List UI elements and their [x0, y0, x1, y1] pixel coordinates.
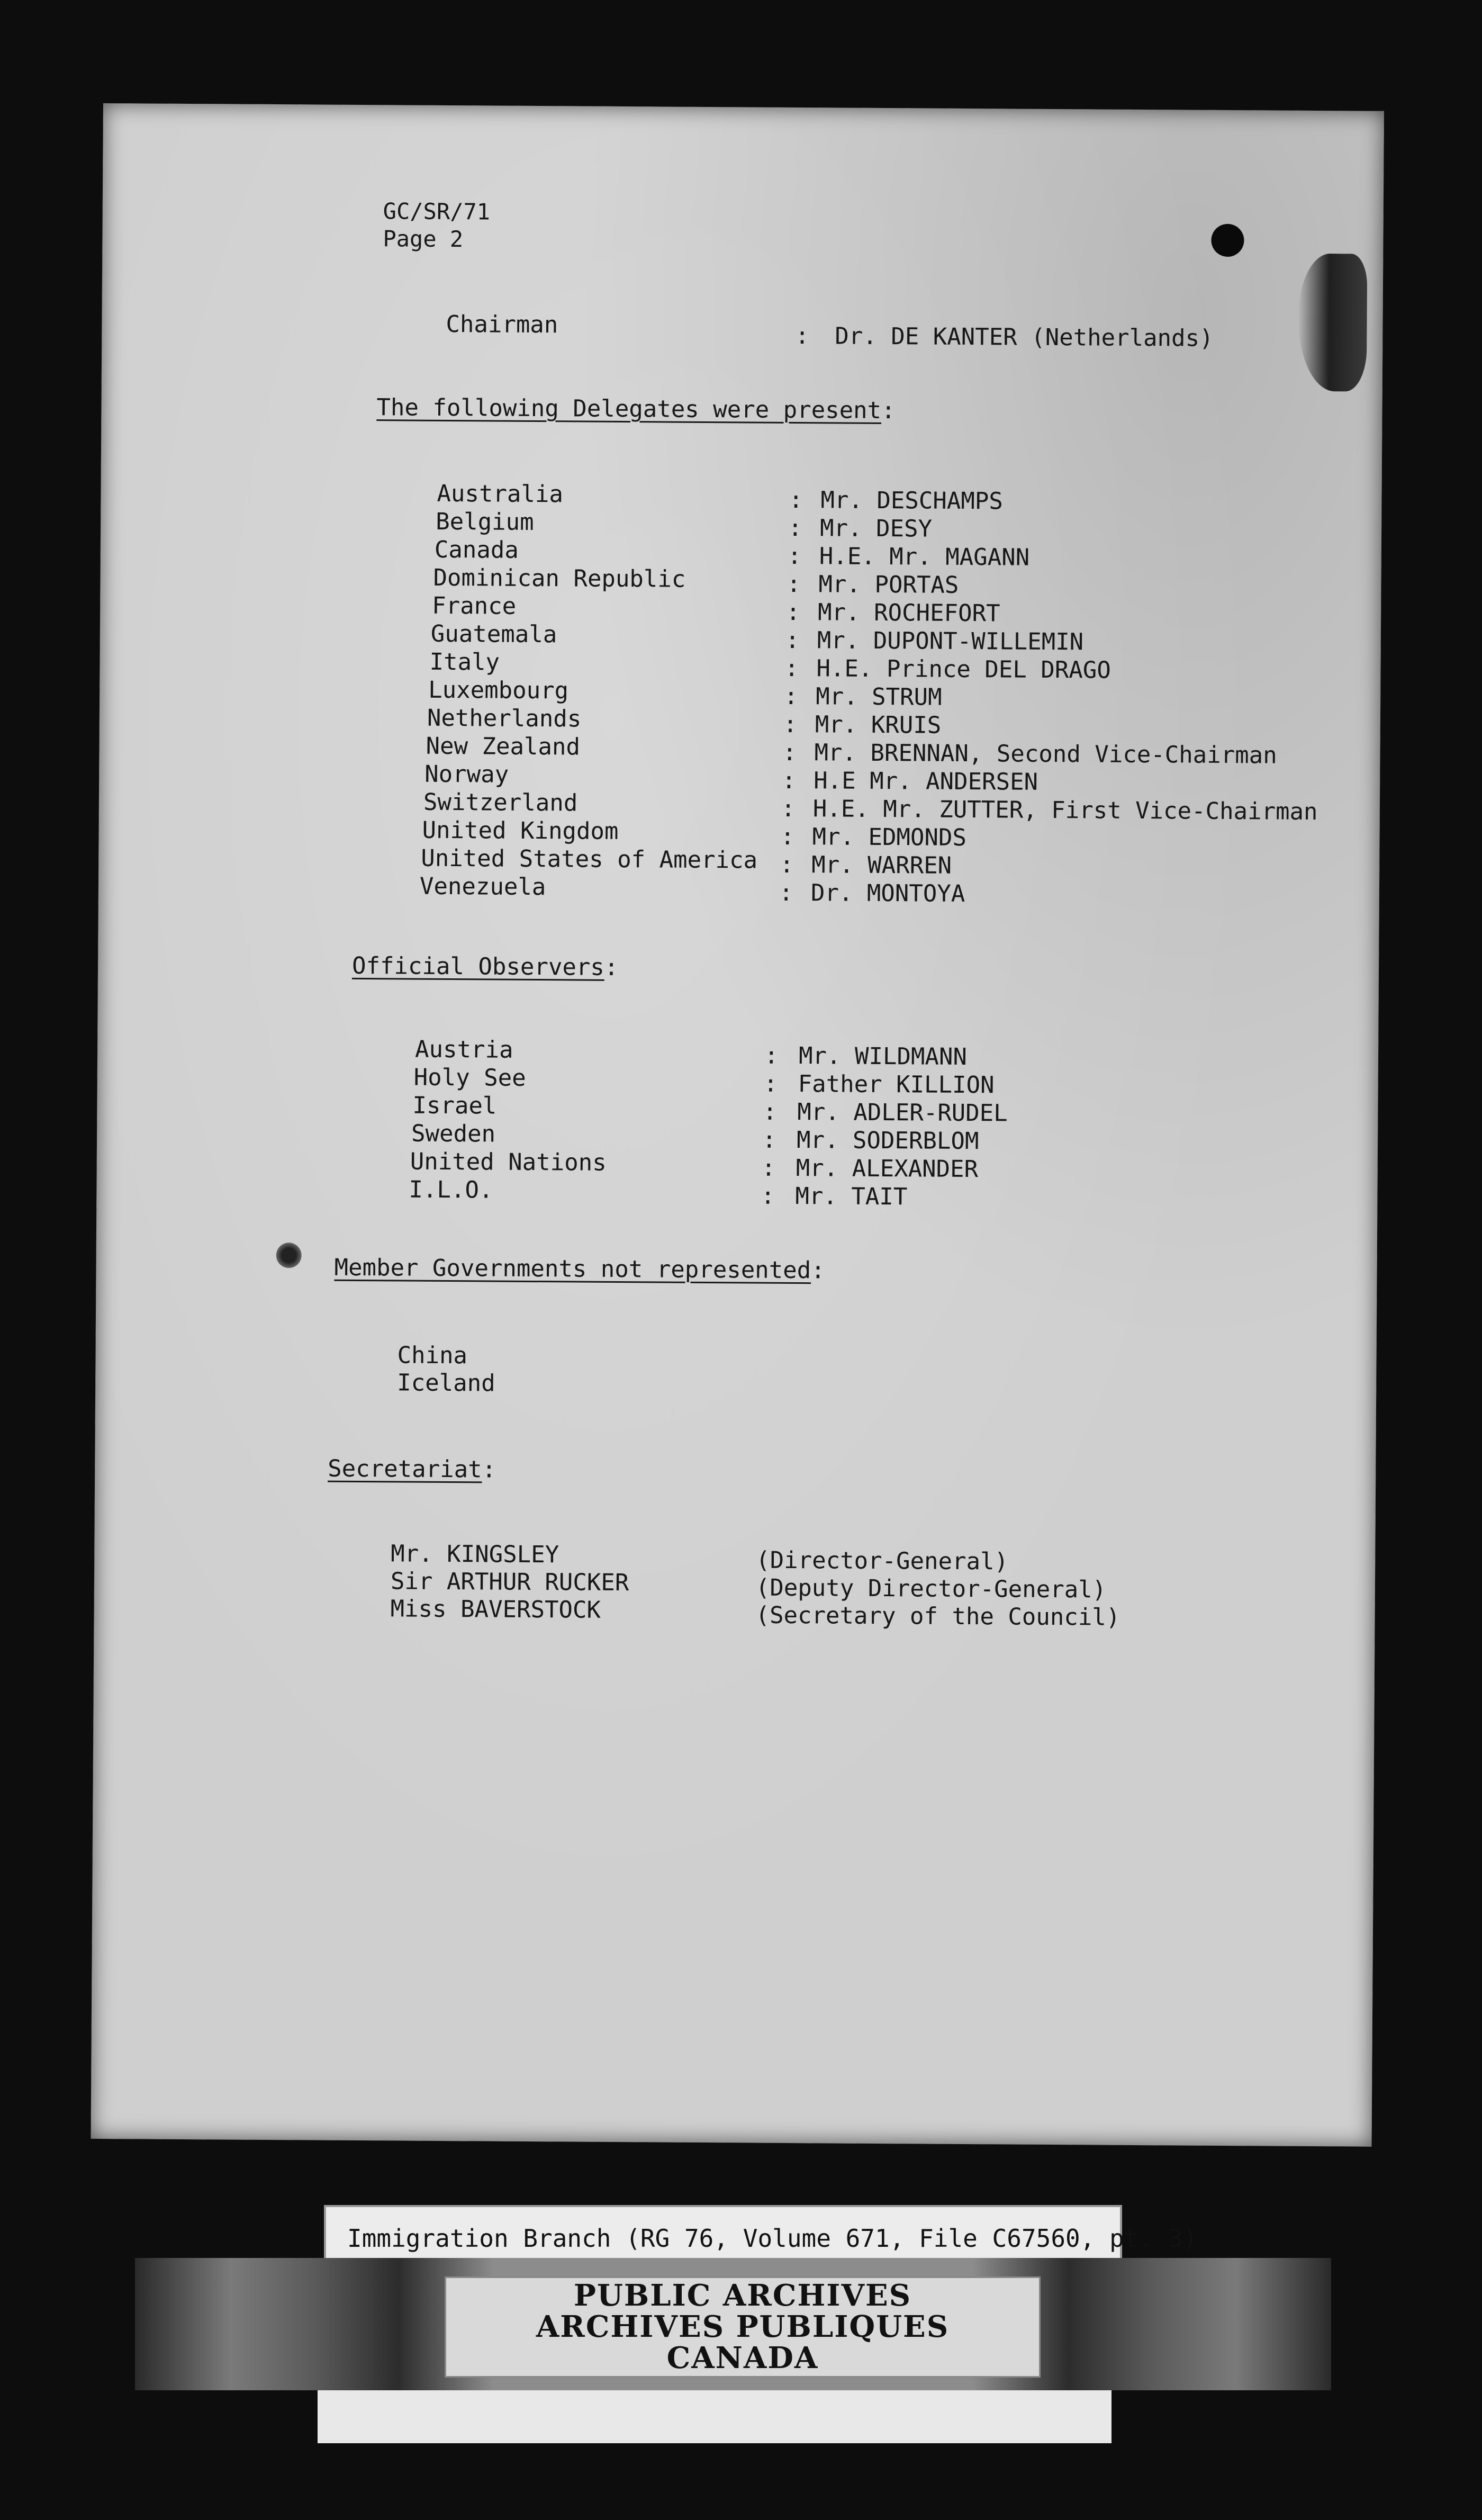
delegate-country: France	[432, 592, 517, 620]
delegate-country: Netherlands	[427, 704, 582, 733]
stamp-line: CANADA	[666, 2340, 819, 2375]
archive-stamp	[445, 2276, 1041, 2378]
delegate-name: Mr. EDMONDS	[812, 823, 967, 851]
delegate-separator: :	[785, 626, 800, 654]
delegate-name: Dr. MONTOYA	[810, 879, 965, 907]
delegate-country: Italy	[429, 648, 500, 676]
observer-country: Holy See	[413, 1064, 526, 1092]
torn-edge	[1298, 254, 1368, 392]
delegate-country: Belgium	[436, 508, 534, 536]
delegate-separator: :	[782, 739, 797, 767]
delegate-country: Norway	[424, 760, 509, 788]
delegate-separator: :	[787, 570, 801, 598]
delegate-separator: :	[787, 542, 802, 570]
delegate-name: Mr. STRUM	[816, 683, 942, 711]
delegate-separator: :	[789, 486, 803, 514]
delegate-country: Luxembourg	[428, 676, 569, 705]
observer-name: Mr. ADLER-RUDEL	[797, 1099, 1008, 1127]
observer-separator: :	[762, 1126, 776, 1154]
stamp-line: PUBLIC ARCHIVES	[573, 2278, 912, 2314]
archive-label-text: Immigration Branch (RG 76, Volume 671, File C67560, pt. 3)	[347, 2224, 1198, 2253]
observer-separator: :	[761, 1154, 776, 1182]
delegate-name: Mr. DESY	[819, 515, 933, 543]
delegate-separator: :	[779, 879, 793, 906]
document-ref: GC/SR/71	[383, 198, 491, 225]
observers-heading: Official Observers:	[351, 952, 619, 981]
secretariat-name: (Secretary of the Council)	[755, 1601, 1120, 1631]
delegate-name: Mr. BRENNAN, Second Vice-Chairman	[814, 739, 1277, 769]
secretariat-name: (Deputy Director-General)	[755, 1574, 1107, 1604]
bottom-label-strip	[318, 2390, 1112, 2443]
delegate-name: Mr. ROCHEFORT	[817, 599, 1000, 627]
observer-separator: :	[761, 1182, 775, 1210]
delegate-country: Venezuela	[419, 872, 546, 901]
ink-blot	[276, 1243, 302, 1268]
delegate-name: H.E Mr. ANDERSEN	[814, 767, 1038, 796]
observer-country: I.L.O.	[409, 1176, 493, 1204]
secretariat-country: Miss BAVERSTOCK	[390, 1595, 601, 1624]
observer-separator: :	[764, 1042, 779, 1069]
delegate-name: H.E. Prince DEL DRAGO	[816, 655, 1111, 684]
delegate-country: United Kingdom	[422, 816, 619, 845]
observer-name: Father KILLION	[798, 1070, 995, 1099]
secretariat-country: Mr. KINGSLEY	[391, 1540, 559, 1569]
not-represented-item: Iceland	[397, 1369, 495, 1397]
observer-name: Mr. TAIT	[795, 1183, 908, 1211]
delegate-name: Mr. DESCHAMPS	[820, 487, 1003, 515]
document-page	[91, 103, 1384, 2147]
delegate-separator: :	[788, 514, 802, 542]
observer-separator: :	[763, 1070, 778, 1097]
delegate-country: Canada	[434, 536, 519, 564]
delegate-country: United States of America	[421, 844, 758, 874]
stamp-line: ARCHIVES PUBLIQUES	[536, 2309, 950, 2345]
chairman-separator: :	[795, 322, 809, 350]
chairman-name: Dr. DE KANTER (Netherlands)	[835, 322, 1214, 352]
delegate-separator: :	[783, 710, 798, 739]
delegate-country: Guatemala	[430, 620, 557, 649]
observer-country: Austria	[414, 1036, 513, 1064]
delegate-separator: :	[784, 654, 799, 682]
observer-country: United Nations	[410, 1148, 607, 1176]
observer-country: Sweden	[411, 1120, 496, 1148]
delegate-country: Switzerland	[423, 788, 578, 817]
delegate-separator: :	[781, 795, 796, 823]
delegate-separator: :	[785, 598, 800, 626]
not-represented-heading: Member Governments not represented:	[334, 1254, 825, 1284]
delegate-country: Dominican Republic	[433, 564, 686, 593]
delegate-country: New Zealand	[426, 732, 581, 761]
observer-name: Mr. WILDMANN	[798, 1042, 968, 1071]
delegate-name: H.E. Mr. ZUTTER, First Vice-Chairman	[812, 795, 1318, 826]
page-number: Page 2	[383, 226, 464, 253]
delegate-separator: :	[780, 851, 794, 878]
observer-name: Mr. SODERBLOM	[796, 1127, 979, 1155]
delegates-heading: The following Delegates were present:	[376, 394, 896, 425]
chairman-label: Chairman	[446, 310, 558, 339]
observer-name: Mr. ALEXANDER	[796, 1155, 979, 1183]
not-represented-item: China	[397, 1342, 468, 1370]
delegate-name: Mr. KRUIS	[815, 711, 942, 739]
delegate-separator: :	[784, 682, 798, 710]
observer-country: Israel	[412, 1092, 497, 1120]
secretariat-heading: Secretariat:	[328, 1455, 496, 1483]
secretariat-country: Sir ARTHUR RUCKER	[390, 1568, 629, 1597]
delegate-separator: :	[780, 823, 795, 851]
observer-separator: :	[763, 1098, 778, 1126]
delegate-name: Mr. PORTAS	[818, 571, 959, 599]
punch-hole	[1211, 224, 1244, 257]
delegate-country: Australia	[437, 480, 564, 508]
delegate-name: Mr. WARREN	[811, 851, 952, 879]
delegate-name: H.E. Mr. MAGANN	[819, 543, 1030, 571]
delegate-separator: :	[782, 767, 796, 795]
delegate-name: Mr. DUPONT-WILLEMIN	[817, 627, 1084, 656]
secretariat-name: (Director-General)	[756, 1546, 1009, 1576]
